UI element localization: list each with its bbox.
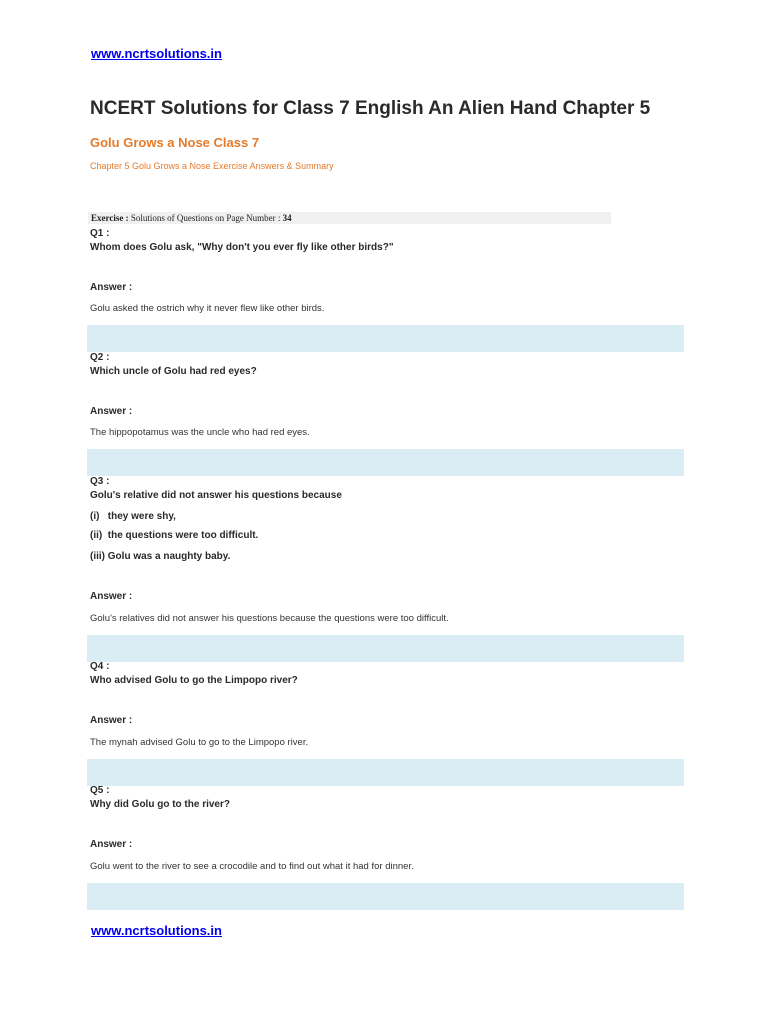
site-link-bottom[interactable]: www.ncrtsolutions.in: [91, 923, 222, 938]
question-option: (i) they were shy,: [90, 511, 176, 522]
answer-text: Golu's relatives did not answer his questions because the questions were too difficult.: [90, 613, 449, 624]
page-title: NCERT Solutions for Class 7 English An Alien Hand Chapter 5: [90, 98, 651, 119]
answer-label: Answer :: [90, 406, 133, 417]
answer-label: Answer :: [90, 715, 133, 726]
question-text: Golu's relative did not answer his questions because: [90, 490, 342, 501]
chapter-subtitle: Golu Grows a Nose Class 7: [90, 135, 260, 150]
separator-bar: [87, 325, 684, 352]
answer-text: Golu went to the river to see a crocodile and to find out what it had for dinner.: [90, 861, 414, 872]
question-option: (iii) Golu was a naughty baby.: [90, 551, 231, 562]
site-link-top[interactable]: www.ncrtsolutions.in: [91, 46, 222, 61]
separator-bar: [87, 883, 684, 910]
question-option: (ii) the questions were too difficult.: [90, 530, 259, 541]
separator-bar: [87, 449, 684, 476]
question-label: Q5 :: [90, 785, 110, 796]
separator-bar: [87, 759, 684, 786]
answer-text: Golu asked the ostrich why it never flew like other birds.: [90, 303, 325, 314]
exercise-label: Exercise :: [91, 213, 129, 223]
question-text: Who advised Golu to go the Limpopo river?: [90, 675, 298, 686]
answer-label: Answer :: [90, 839, 133, 850]
answer-text: The hippopotamus was the uncle who had red eyes.: [90, 427, 310, 438]
answer-label: Answer :: [90, 282, 133, 293]
question-label: Q2 :: [90, 352, 110, 363]
chapter-tagline: Chapter 5 Golu Grows a Nose Exercise Answers & Summary: [90, 161, 334, 171]
answer-text: The mynah advised Golu to go to the Limpopo river.: [90, 737, 309, 748]
question-label: Q1 :: [90, 228, 110, 239]
question-label: Q3 :: [90, 476, 110, 487]
exercise-header: [88, 212, 611, 224]
question-text: Which uncle of Golu had red eyes?: [90, 366, 257, 377]
question-text: Why did Golu go to the river?: [90, 799, 230, 810]
separator-bar: [87, 635, 684, 662]
exercise-text: Solutions of Questions on Page Number :: [130, 213, 281, 223]
question-text: Whom does Golu ask, "Why don't you ever fly like other birds?": [90, 242, 394, 253]
question-label: Q4 :: [90, 661, 110, 672]
exercise-page-number: 34: [282, 213, 292, 223]
answer-label: Answer :: [90, 591, 133, 602]
